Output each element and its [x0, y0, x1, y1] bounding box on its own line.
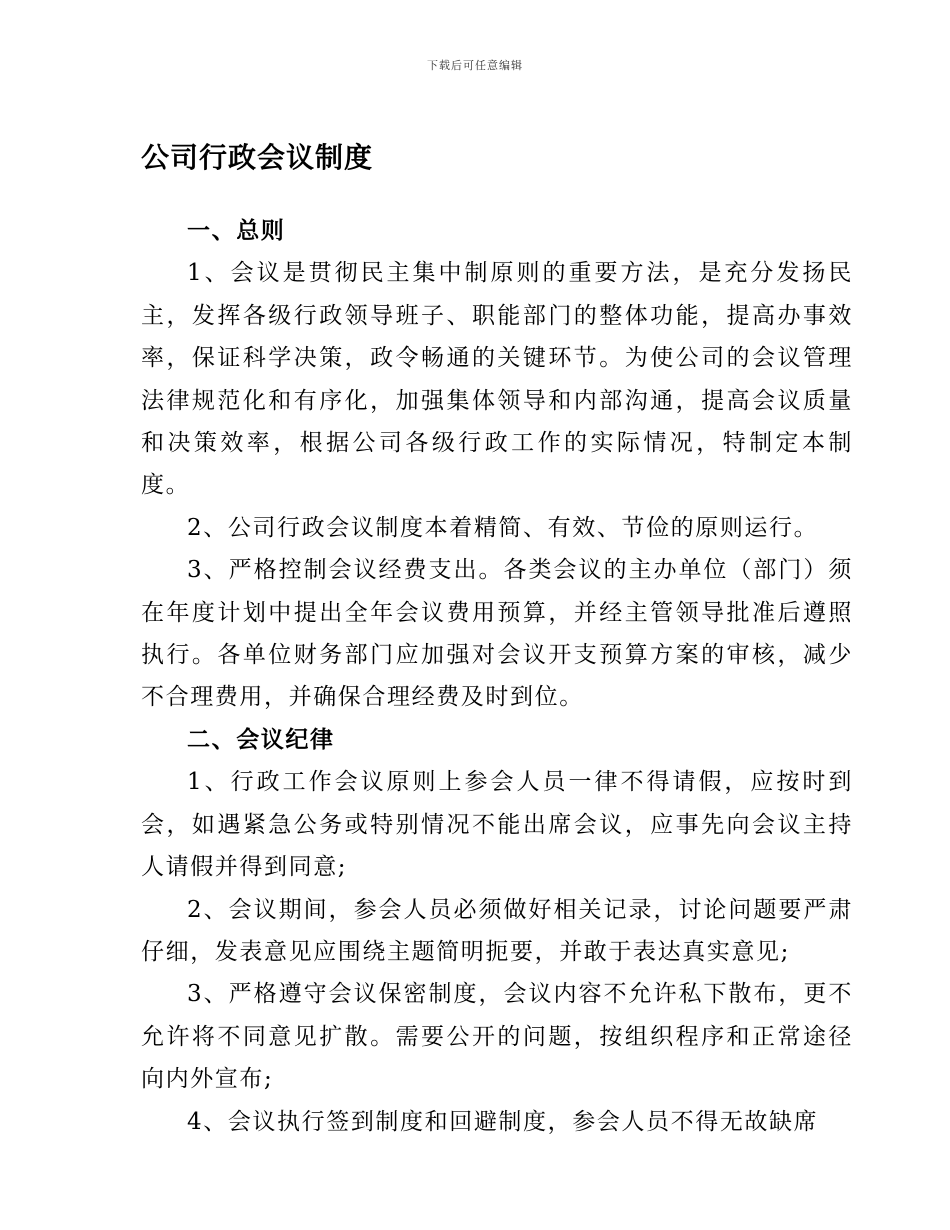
paragraph: 1、行政工作会议原则上参会人员一律不得请假，应按时到会，如遇紧急公务或特别情况不能出席会议，应事先向会议主持人请假并得到同意; — [141, 769, 853, 881]
paragraph: 1、会议是贯彻民主集中制原则的重要方法，是充分发扬民主，发挥各级行政领导班子、职能部门的整体功能，提高办事效率，保证科学决策，政令畅通的关键环节。为使公司的会议管理法律规范化和有序化，加强集体领导和内部沟通，提高会议质量和决策效率，根据公司各级行政工作的实际情况，特制定本制度。 — [141, 260, 853, 499]
section-heading-general: 一、总则 — [187, 218, 286, 244]
section-heading-discipline: 二、会议纪律 — [187, 726, 335, 753]
paragraph: 2、会议期间，参会人员必须做好相关记录，讨论问题要严肃仔细，发表意见应围绕主题简明扼要，并敢于表达真实意见; — [141, 896, 853, 965]
paragraph: 2、公司行政会议制度本着精简、有效、节俭的原则运行。 — [187, 514, 819, 541]
paragraph: 3、严格遵守会议保密制度，会议内容不允许私下散布，更不允许将不同意见扩散。需要公开的问题，按组织程序和正常途径向内外宣布; — [141, 981, 853, 1093]
header-note: 下载后可任意编辑 — [427, 59, 523, 72]
document-title: 公司行政会议制度 — [141, 141, 374, 174]
document-body — [141, 210, 853, 1143]
paragraph: 4、会议执行签到制度和回避制度，参会人员不得无故缺席 — [187, 1108, 819, 1135]
paragraph: 3、严格控制会议经费支出。各类会议的主办单位（部门）须在年度计划中提出全年会议费用预算，并经主管领导批准后遵照执行。各单位财务部门应加强对会议开支预算方案的审核，减少不合理费用，并确保合理经费及时到位。 — [141, 557, 853, 711]
